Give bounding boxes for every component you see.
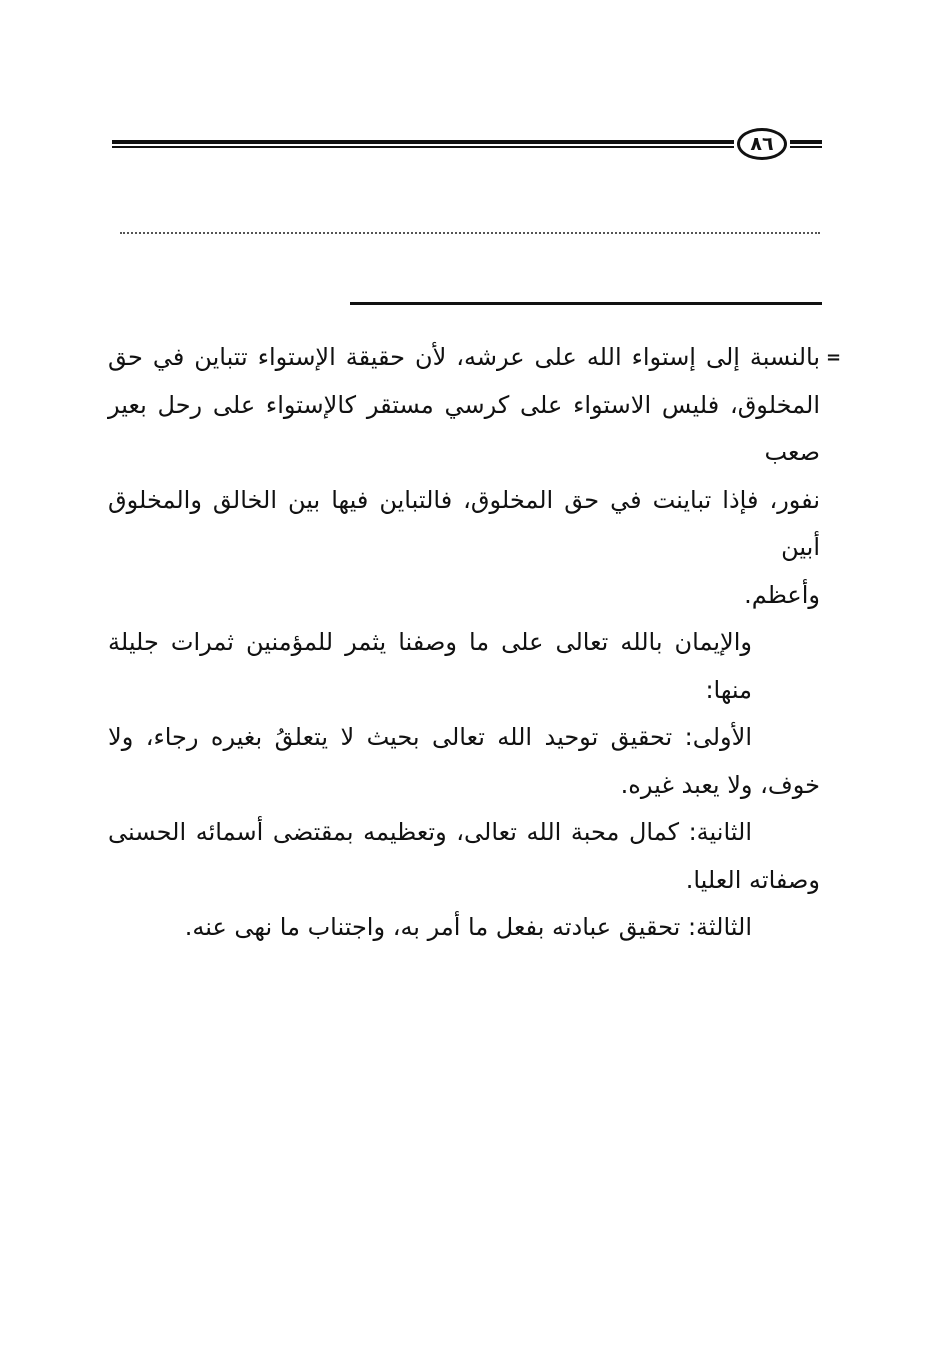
paragraph-first-fruit xyxy=(108,714,820,809)
text-line: نفور، فإذا تباينت في حق المخلوق، فالتباين فيها بين الخالق والمخلوق أبين xyxy=(108,485,820,561)
footnote-text xyxy=(108,334,820,952)
page-number: ٨٦ xyxy=(737,128,787,160)
text-line: الثالثة: تحقيق عبادته بفعل ما أمر به، واجتناب ما نهى عنه. xyxy=(184,913,752,941)
text-line: وأعظم. xyxy=(744,580,820,609)
text-line: بالنسبة إلى إستواء الله على عرشه، لأن حقيقة الإستواء تتباين في حق xyxy=(108,343,820,371)
dotted-separator xyxy=(120,232,820,234)
footnote-separator xyxy=(350,302,822,305)
header-rule-short xyxy=(790,140,822,148)
paragraph-fruits-intro xyxy=(108,619,820,714)
header-rule-long xyxy=(112,140,734,148)
text-line: خوف، ولا يعبد غيره. xyxy=(620,770,820,799)
paragraph-continuation xyxy=(108,334,820,619)
paragraph-third-fruit xyxy=(108,904,820,952)
text-line: المخلوق، فليس الاستواء على كرسي مستقر كالإستواء على رحل بعير صعب xyxy=(108,390,820,466)
continuation-marker: = xyxy=(826,347,842,368)
text-line: الأولى: تحقيق توحيد الله تعالى بحيث لا يتعلقُ بغيره رجاء، ولا xyxy=(108,723,752,751)
text-line: وصفاته العليا. xyxy=(685,865,820,894)
text-line: الثانية: كمال محبة الله تعالى، وتعظيمه بمقتضى أسمائه الحسنى xyxy=(108,818,752,846)
text-line: والإيمان بالله تعالى على ما وصفنا يثمر للمؤمنين ثمرات جليلة منها: xyxy=(108,628,752,704)
paragraph-second-fruit xyxy=(108,809,820,904)
